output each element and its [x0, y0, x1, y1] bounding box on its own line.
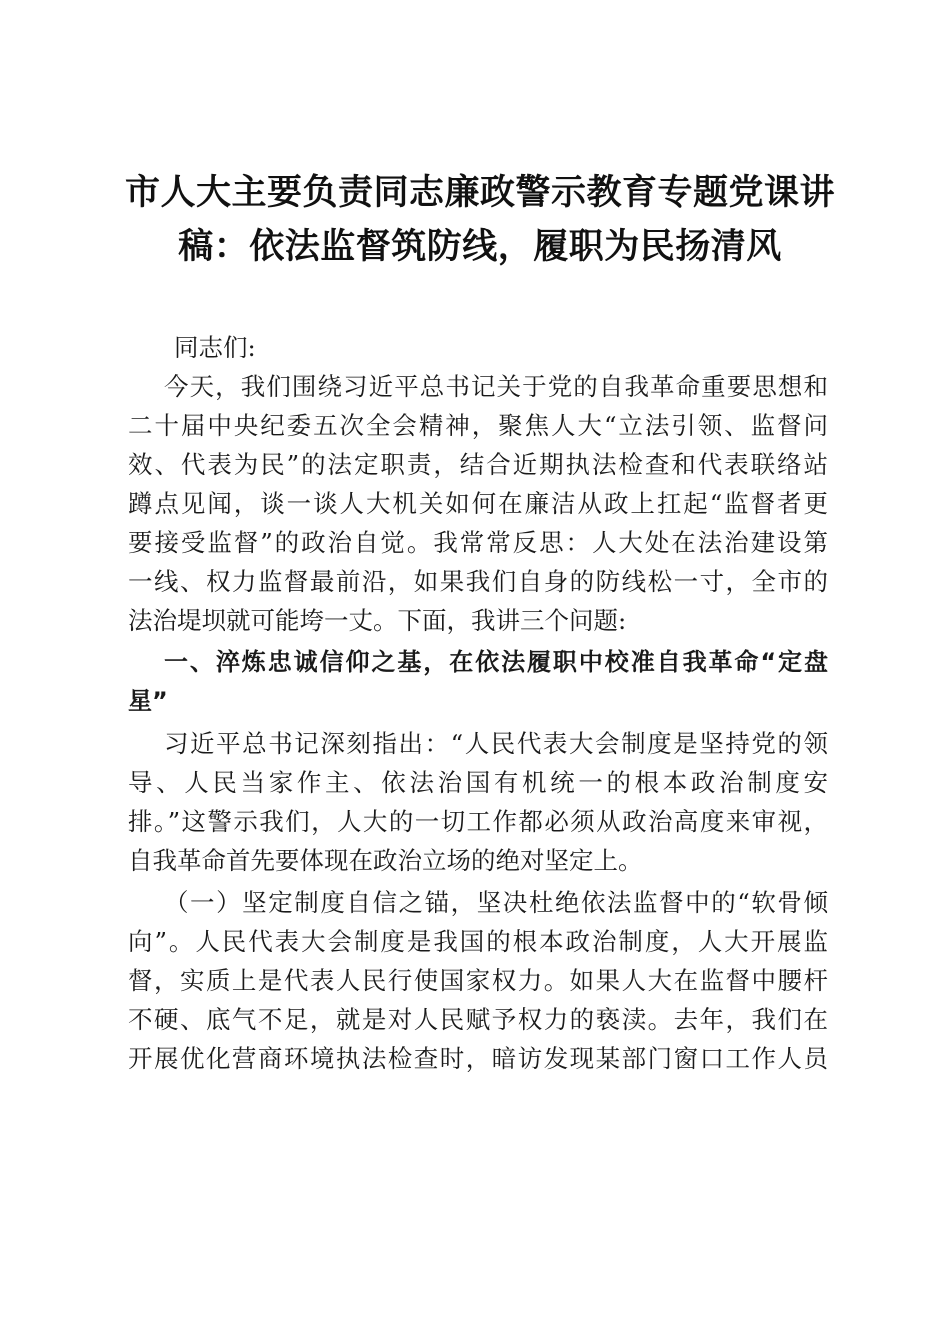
paragraph-line: 效、代表为民”的法定职责，结合近期执法检查和代表联络站: [128, 450, 828, 479]
paragraph-line: 自我革命首先要体现在政治立场的绝对坚定上。: [128, 846, 643, 875]
section-heading: [128, 643, 828, 721]
paragraph-line: （一）坚定制度自信之锚，坚决杜绝依法监督中的“软骨倾: [164, 888, 828, 917]
document-body: [128, 328, 828, 1078]
paragraph-line: 排。”这警示我们，人大的一切工作都必须从政治高度来审视，: [128, 807, 828, 836]
paragraph-line: 开展优化营商环境执法检查时，暗访发现某部门窗口工作人员: [128, 1044, 828, 1073]
paragraph-line: 督，实质上是代表人民行使国家权力。如果人大在监督中腰杆: [128, 966, 828, 995]
heading-line: 一、淬炼忠诚信仰之基，在依法履职中校准自我革命“定盘: [164, 648, 828, 676]
paragraph-line: 蹲点见闻，谈一谈人大机关如何在廉洁从政上扛起“监督者更: [128, 489, 828, 518]
subsection-paragraph: [128, 883, 828, 1078]
paragraph-line: 法治堤坝就可能垮一丈。下面，我讲三个问题:: [128, 606, 627, 635]
paragraph-line: 今天，我们围绕习近平总书记关于党的自我革命重要思想和: [164, 372, 828, 401]
paragraph-line: 导、人民当家作主、依法治国有机统一的根本政治制度安: [128, 768, 828, 797]
paragraph-line: 一线、权力监督最前沿，如果我们自身的防线松一寸，全市的: [128, 567, 828, 596]
paragraph-line: 向”。人民代表大会制度是我国的根本政治制度，人大开展监: [128, 927, 828, 956]
salutation: 同志们:: [174, 333, 256, 362]
paragraph-line: 要接受监督”的政治自觉。我常常反思：人大处在法治建设第: [128, 528, 828, 557]
document-title: [100, 166, 860, 274]
title-line-1: 市人大主要负责同志廉政警示教育专题党课讲: [124, 172, 835, 213]
title-line-2: 稿：依法监督筑防线，履职为民扬清风: [178, 226, 782, 267]
heading-line: 星”: [128, 687, 168, 715]
paragraph-line: 不硬、底气不足，就是对人民赋予权力的亵渎。去年，我们在: [128, 1005, 828, 1034]
intro-paragraph: [128, 367, 828, 640]
paragraph-line: 习近平总书记深刻指出：“人民代表大会制度是坚持党的领: [164, 729, 828, 758]
section-paragraph: [128, 724, 828, 880]
paragraph-line: 二十届中央纪委五次全会精神，聚焦人大“立法引领、监督问: [128, 411, 828, 440]
